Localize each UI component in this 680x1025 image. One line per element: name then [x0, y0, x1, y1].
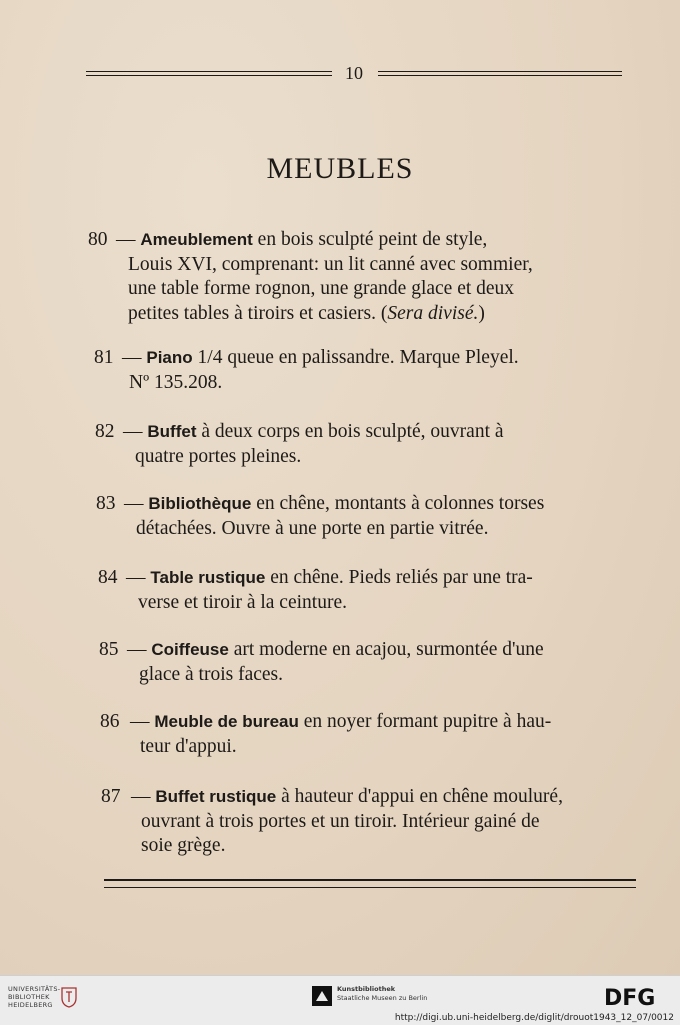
source-url[interactable]: http://digi.ub.uni-heidelberg.de/diglit/drouot1943_12_07/0012: [394, 1013, 674, 1023]
dash: —: [131, 786, 151, 807]
lot-number: 85: [99, 639, 119, 660]
lot-line: Nº 135.208.: [129, 371, 223, 393]
kunstbibliothek-logo-icon: [312, 986, 332, 1006]
dfg-logo-icon: [604, 986, 672, 1008]
dash: —: [116, 229, 136, 250]
header-rule-left: [86, 71, 332, 76]
lot-title: Buffet: [147, 422, 197, 441]
lot-line: 1/4 queue en palissandre. Marque Pleyel.: [197, 347, 519, 368]
header-rule-right: [378, 71, 622, 76]
catalog-entry: [95, 420, 628, 469]
lot-line: Louis XVI, comprenant: un lit canné avec sommier,: [128, 253, 533, 275]
lot-title: Meuble de bureau: [154, 712, 299, 731]
lot-number: 86: [100, 711, 120, 732]
dash: —: [127, 639, 147, 660]
lot-title: Bibliothèque: [148, 494, 252, 513]
page-number: 10: [345, 63, 363, 83]
catalog-entry: [96, 492, 630, 541]
catalog-entry: [100, 710, 636, 759]
lot-note-close: ): [478, 302, 485, 324]
lot-line: petites tables à tiroirs et casiers. (: [128, 302, 388, 324]
lot-line: ouvrant à trois portes et un tiroir. Intérieur gainé de: [141, 810, 540, 832]
dash: —: [130, 711, 150, 732]
lot-line: glace à trois faces.: [139, 663, 284, 685]
lot-line: art moderne en acajou, surmontée d'une: [233, 639, 544, 660]
lot-line: soie grège.: [141, 835, 226, 856]
kunstbibliothek-label: Kunstbibliothek Staatliche Museen zu Berlin: [337, 985, 428, 1002]
catalog-entry: [94, 346, 624, 395]
lot-number: 81: [94, 347, 114, 368]
lot-line: en bois sculpté peint de style,: [257, 229, 488, 250]
lot-line: verse et tiroir à la ceinture.: [138, 591, 347, 613]
dash: —: [124, 493, 144, 514]
lot-number: 84: [98, 567, 118, 588]
lot-title: Buffet rustique: [155, 787, 277, 806]
lot-line: en chêne, montants à colonnes torses: [256, 493, 545, 514]
lot-title: Table rustique: [150, 568, 266, 587]
catalog-entry: [101, 785, 637, 859]
lot-title: Ameublement: [140, 230, 253, 249]
lot-note: Sera divisé.: [387, 302, 479, 324]
lot-line: une table forme rognon, une grande glace et deux: [128, 278, 515, 299]
svg-text:DFG: DFG: [604, 986, 656, 1008]
lot-number: 80: [88, 229, 108, 250]
lot-title: Piano: [146, 348, 193, 367]
catalog-entry: [99, 638, 635, 687]
lot-line: à deux corps en bois sculpté, ouvrant à: [201, 421, 504, 442]
lot-number: 83: [96, 493, 116, 514]
digitization-footer: [0, 975, 680, 1025]
lot-line: quatre portes pleines.: [135, 445, 302, 467]
lot-number: 87: [101, 786, 121, 807]
lot-line: teur d'appui.: [140, 735, 237, 757]
bottom-rule: [104, 879, 636, 888]
catalog-entry: [88, 228, 624, 326]
page-title: MEUBLES: [266, 152, 414, 185]
university-library-logo: UNIVERSITÄTS- BIBLIOTHEK HEIDELBERG: [8, 985, 61, 1009]
lot-number: 82: [95, 421, 115, 442]
dash: —: [122, 347, 142, 368]
university-seal-icon: [60, 986, 78, 1008]
lot-line: détachées. Ouvre à une porte en partie vitrée.: [136, 517, 489, 539]
dash: —: [126, 567, 146, 588]
dash: —: [123, 421, 143, 442]
lot-line: à hauteur d'appui en chêne mouluré,: [281, 786, 563, 807]
lot-line: en chêne. Pieds reliés par une tra-: [270, 567, 533, 588]
lot-title: Coiffeuse: [151, 640, 229, 659]
lot-line: en noyer formant pupitre à hau-: [303, 711, 552, 732]
catalog-entry: [98, 566, 634, 615]
